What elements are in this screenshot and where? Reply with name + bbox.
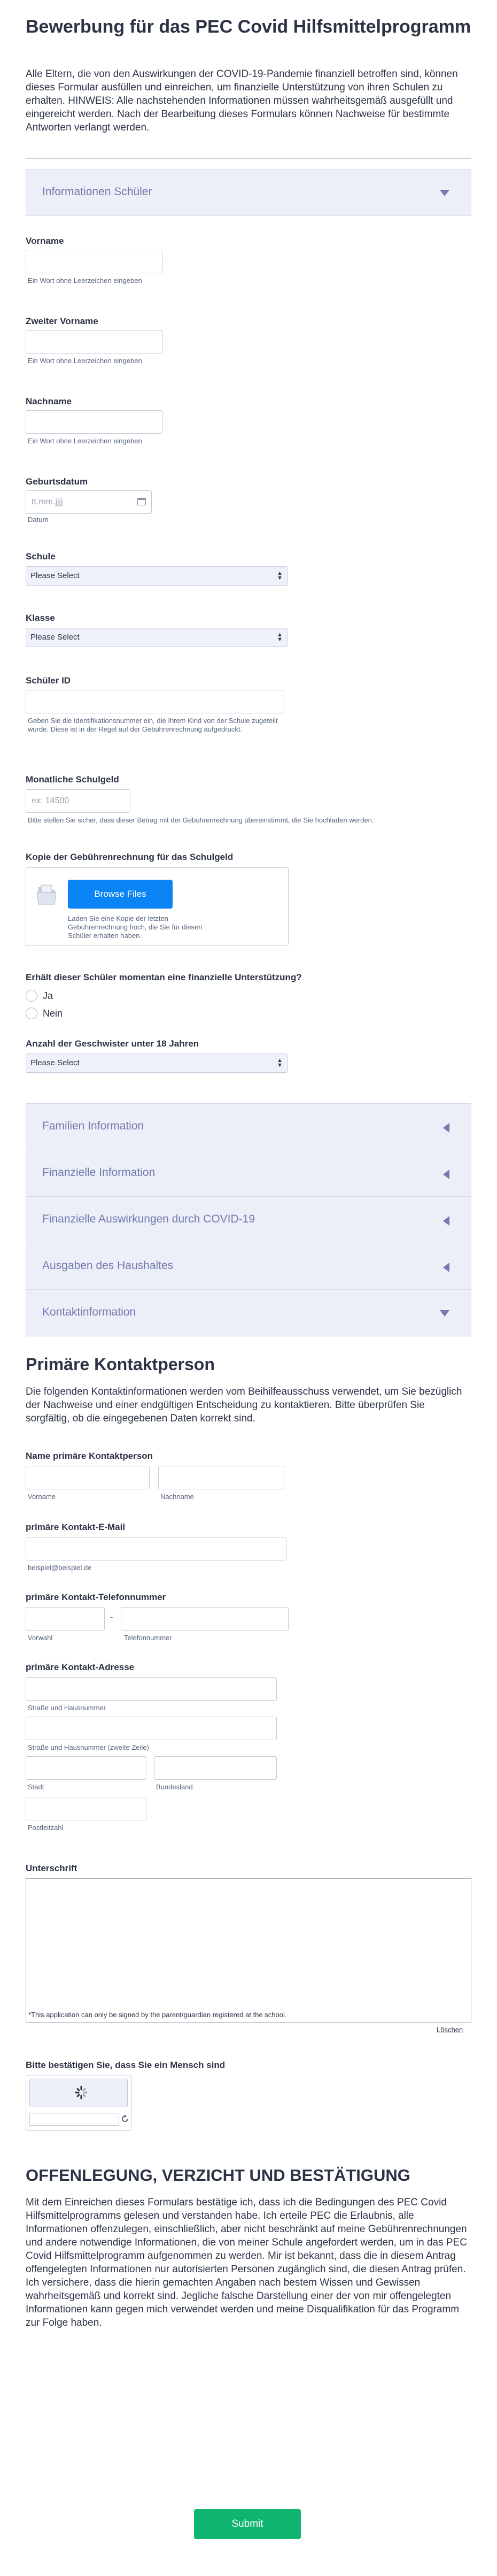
radio-nein[interactable] <box>26 1008 37 1019</box>
chevron-down-icon <box>440 1310 449 1317</box>
field-label-contact-name: Name primäre Kontaktperson <box>26 1451 153 1461</box>
schule-select[interactable] <box>26 566 288 586</box>
geburtsdatum-input[interactable] <box>26 490 152 514</box>
section-label: Finanzielle Information <box>42 1166 156 1179</box>
vorname-input[interactable] <box>26 250 162 273</box>
field-label-schulgeld: Monatliche Schulgeld <box>26 774 119 785</box>
page-title: Bewerbung für das PEC Covid Hilfsmittelprogramm <box>26 17 471 37</box>
upload-hint: Laden Sie eine Kopie der letzten Gebührenrechnung hoch, die Sie für diesen Schüler erhalten haben. <box>68 914 203 940</box>
schulgeld-placeholder: ex: 14500 <box>32 796 69 805</box>
browse-files-button[interactable]: Browse Files <box>68 880 173 909</box>
date-placeholder: tt.mm.jjjj <box>32 497 63 506</box>
field-label-contact-address: primäre Kontakt-Adresse <box>26 1662 135 1672</box>
street2-sublabel: Straße und Hausnummer (zweite Zeile) <box>28 1743 149 1751</box>
schulgeld-sublabel: Bitte stellen Sie sicher, dass dieser Betrag mit der Gebührenrechnung übereinstimmt, die Sie hochladen werden. <box>28 816 374 824</box>
phone-dash: - <box>110 1613 113 1622</box>
zip-sublabel: Postleitzahl <box>28 1824 64 1832</box>
captcha-image <box>29 2079 128 2106</box>
zweiter-vorname-sublabel: Ein Wort ohne Leerzeichen eingeben <box>28 357 142 365</box>
contact-email-input[interactable] <box>26 1537 286 1560</box>
select-value: Please Select <box>30 633 80 642</box>
section-label: Familien Information <box>42 1120 144 1132</box>
chevron-left-icon <box>443 1170 449 1179</box>
schueler-id-sublabel: Geben Sie die Identifikationsnummer ein, die Ihrem Kind von der Schule zugeteilt wurde. Diese ist in der Regel auf der Gebührenrechnung aufgedruckt. <box>28 717 278 733</box>
email-sublabel: beispiel@beispiel.de <box>28 1564 92 1572</box>
select-value: Please Select <box>30 1058 80 1067</box>
section-household-expenses[interactable] <box>26 1243 471 1290</box>
chevron-down-icon <box>440 190 449 196</box>
street2-input[interactable] <box>26 1717 277 1740</box>
chevron-left-icon <box>443 1263 449 1272</box>
field-label-schule: Schule <box>26 551 56 562</box>
field-label-geschwister: Anzahl der Geschwister unter 18 Jahren <box>26 1039 199 1049</box>
intro-text: Alle Eltern, die von den Auswirkungen der COVID-19-Pandemie finanziell betroffen sind, können dieses Formular ausfüllen und einreichen, um finanzielle Unterstützung von ihren Schulen zu erhalten. HINWEIS: Alle nachstehenden Informationen müssen wahrheitsgemäß ausgefüllt und eingereicht werden. Nach der Bearbeitung dieses Formulars können Nachweise für bestimmte Antworten verlangt werden. <box>26 68 458 133</box>
file-upload-area[interactable] <box>26 867 289 945</box>
signature-clear-link[interactable]: Löschen <box>437 2026 463 2034</box>
radio-ja[interactable] <box>26 990 37 1002</box>
select-value: Please Select <box>30 571 80 580</box>
last-name-sublabel: Nachname <box>160 1493 194 1501</box>
section-family-info[interactable] <box>26 1103 471 1150</box>
section-label: Kontaktinformation <box>42 1306 136 1318</box>
field-label-captcha: Bitte bestätigen Sie, dass Sie ein Mensch sind <box>26 2060 226 2070</box>
contact-last-name-input[interactable] <box>158 1466 284 1489</box>
section-label: Finanzielle Auswirkungen durch COVID-19 <box>42 1213 255 1225</box>
zip-input[interactable] <box>26 1797 146 1820</box>
field-label-signature: Unterschrift <box>26 1863 77 1873</box>
field-label-geburtsdatum: Geburtsdatum <box>26 476 88 487</box>
street1-sublabel: Straße und Hausnummer <box>28 1704 106 1712</box>
phone-number-sublabel: Telefonnummer <box>124 1634 172 1642</box>
geschwister-select[interactable] <box>26 1054 288 1073</box>
vorname-sublabel: Ein Wort ohne Leerzeichen eingeben <box>28 276 142 284</box>
folder-icon <box>36 883 57 906</box>
radio-label-ja: Ja <box>43 990 53 1001</box>
field-label-schueler-id: Schüler ID <box>26 675 71 686</box>
field-label-klasse: Klasse <box>26 613 55 623</box>
signature-note: *This application can only be signed by the parent/guardian registered at the school. <box>28 2011 287 2019</box>
field-label-vorname: Vorname <box>26 236 64 246</box>
radio-label-nein: Nein <box>43 1008 63 1019</box>
signature-pad[interactable] <box>26 1878 471 2023</box>
chevron-left-icon <box>443 1123 449 1133</box>
city-input[interactable] <box>26 1756 146 1780</box>
contact-first-name-input[interactable] <box>26 1466 150 1489</box>
section-label: Ausgaben des Haushaltes <box>42 1259 174 1272</box>
nachname-input[interactable] <box>26 410 162 434</box>
section-label: Informationen Schüler <box>42 186 152 198</box>
schulgeld-input[interactable] <box>26 789 130 813</box>
section-contact-info[interactable] <box>26 1289 471 1336</box>
state-sublabel: Bundesland <box>156 1783 193 1791</box>
select-arrows-icon: ▲ ▼ <box>277 1057 283 1068</box>
phone-area-input[interactable] <box>26 1607 105 1631</box>
zweiter-vorname-input[interactable] <box>26 330 162 353</box>
schueler-id-input[interactable] <box>26 690 284 713</box>
select-arrows-icon: ▲ ▼ <box>277 570 283 581</box>
captcha-input[interactable] <box>29 2113 119 2126</box>
first-name-sublabel: Vorname <box>28 1493 56 1501</box>
divider <box>26 158 471 159</box>
field-label-unterstuetzung: Erhält dieser Schüler momentan eine finanzielle Unterstützung? <box>26 972 302 982</box>
nachname-sublabel: Ein Wort ohne Leerzeichen eingeben <box>28 437 142 445</box>
phone-area-sublabel: Vorwahl <box>28 1634 53 1642</box>
field-label-contact-email: primäre Kontakt-E-Mail <box>26 1522 126 1532</box>
field-label-zweiter-vorname: Zweiter Vorname <box>26 316 98 326</box>
contact-heading: Primäre Kontaktperson <box>26 1355 215 1374</box>
captcha-box[interactable] <box>26 2075 131 2131</box>
field-label-kopie: Kopie der Gebührenrechnung für das Schulgeld <box>26 852 234 862</box>
disclosure-heading: OFFENLEGUNG, VERZICHT UND BESTÄTIGUNG <box>26 2166 410 2185</box>
field-label-nachname: Nachname <box>26 396 72 406</box>
disclosure-text: Mit dem Einreichen dieses Formulars bestätige ich, dass ich die Bedingungen des PEC Covid Hilfsmittelprogramms gelesen und verstanden habe. Ich erteile PEC die Erlaubnis, alle Informationen offenzulegen, einschließlich, aber nicht beschränkt auf meine Gebührenrechnungen und andere notwendige Informationen, die von meiner Schule angefordert werden, um in das PEC Covid Hilfsmittelprogramm aufgenommen zu werden. Mir ist bekannt, dass die in diesem Antrag offengelegten Informationen nur autorisierten Personen zugänglich sind, die diesen Antrag prüfen. Ich versichere, dass die hierin gemachten Angaben nach bestem Wissen und Gewissen wahrheitsgemäß und korrekt sind. Jegliche falsche Darstellung einer der von mir offengelegten Informationen kann gegen mich verwendet werden und meine Disqualifikation für das Programm zur Folge haben. <box>26 2197 467 2328</box>
submit-button[interactable]: Submit <box>194 2509 301 2539</box>
select-arrows-icon: ▲ ▼ <box>277 632 283 643</box>
loading-spinner-icon <box>75 2086 88 2100</box>
klasse-select[interactable] <box>26 628 288 647</box>
contact-text: Die folgenden Kontaktinformationen werden vom Beihilfeausschuss verwendet, um Sie bezüglich der Nachweise und einer endgültigen Entscheidung zu kontaktieren. Bitte überprüfen Sie sorgfältig, ob die eingegebenen Daten korrekt sind. <box>26 1386 462 1424</box>
section-financial-info[interactable] <box>26 1150 471 1197</box>
street1-input[interactable] <box>26 1677 277 1701</box>
section-student-info[interactable] <box>26 169 471 216</box>
section-covid-impact[interactable] <box>26 1196 471 1243</box>
calendar-icon[interactable] <box>137 498 146 505</box>
phone-number-input[interactable] <box>121 1607 289 1631</box>
field-label-contact-phone: primäre Kontakt-Telefonnummer <box>26 1592 166 1602</box>
state-input[interactable] <box>154 1756 277 1780</box>
chevron-left-icon <box>443 1216 449 1226</box>
city-sublabel: Stadt <box>28 1783 44 1791</box>
geburtsdatum-sublabel: Datum <box>28 516 49 524</box>
refresh-icon[interactable] <box>120 2114 130 2124</box>
